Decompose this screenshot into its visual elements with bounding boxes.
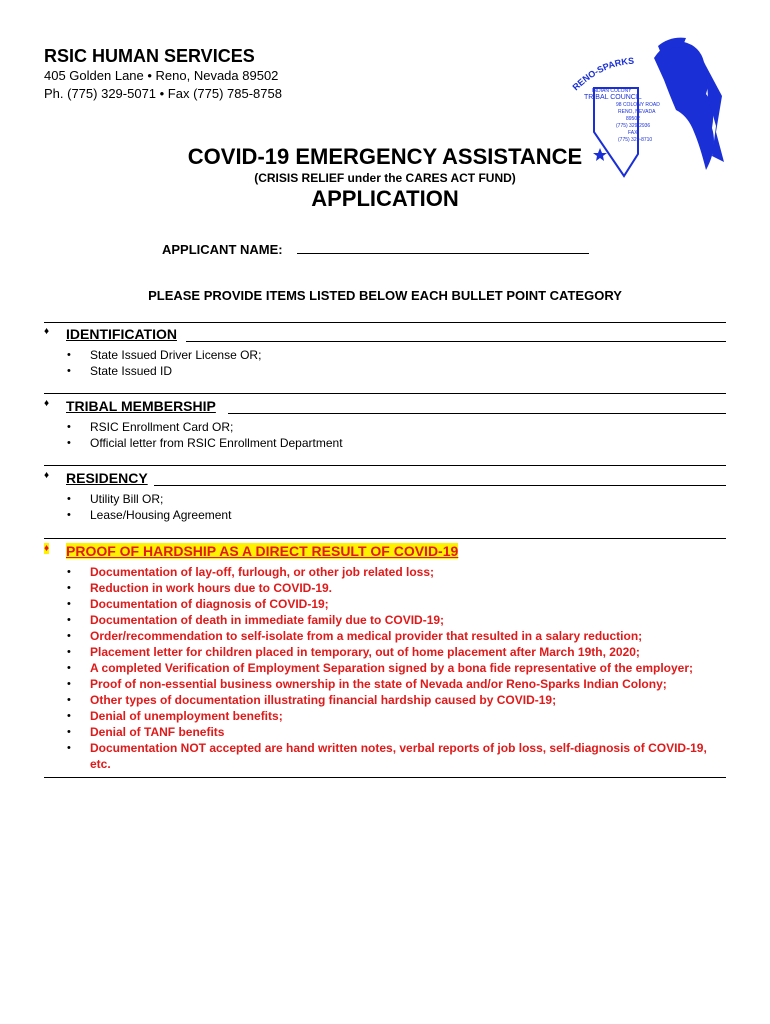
- list-item: • RSIC Enrollment Card OR;: [44, 419, 726, 435]
- section-identification: [44, 326, 726, 379]
- diamond-bullet-icon: ♦: [44, 398, 50, 409]
- section-heading: PROOF OF HARDSHIP AS A DIRECT RESULT OF COVID-19: [66, 543, 459, 559]
- diamond-bullet-icon: ♦: [44, 326, 50, 337]
- list-item: • Denial of unemployment benefits;: [44, 708, 726, 724]
- list-item: • State Issued Driver License OR;: [44, 347, 726, 363]
- section-tribal-membership: [44, 398, 726, 451]
- application-heading: APPLICATION: [311, 186, 459, 211]
- logo-line: (775) 329-2936: [616, 123, 651, 129]
- list-item: • Other types of documentation illustrating financial hardship caused by COVID-19;: [44, 692, 726, 708]
- logo-subtitle: INDIAN COLONY: [592, 88, 632, 94]
- heading-rule: [154, 485, 726, 486]
- instruction-text: PLEASE PROVIDE ITEMS LISTED BELOW EACH BULLET POINT CATEGORY: [148, 288, 622, 303]
- logo-line: FAX: [628, 130, 638, 136]
- section-heading: TRIBAL MEMBERSHIP: [66, 398, 216, 414]
- list-item: • Denial of TANF benefits: [44, 724, 726, 740]
- document-subtitle: (CRISIS RELIEF under the CARES ACT FUND): [254, 171, 516, 185]
- divider: [44, 393, 726, 394]
- list-item: • Reduction in work hours due to COVID-19.: [44, 580, 726, 596]
- list-item: • Order/recommendation to self-isolate from a medical provider that resulted in a salary reduction;: [44, 628, 726, 644]
- list-item: • State Issued ID: [44, 363, 726, 379]
- diamond-bullet-icon: ♦: [44, 543, 50, 554]
- section-residency: [44, 470, 726, 523]
- heading-rule: [228, 413, 726, 414]
- divider: [44, 322, 726, 323]
- list-item: • Documentation of lay-off, furlough, or other job related loss;: [44, 564, 726, 580]
- logo-line: 98 COLONY ROAD: [616, 102, 660, 108]
- applicant-name-field[interactable]: [297, 240, 589, 254]
- logo-arc-text: RENO-SPARKS: [570, 55, 635, 93]
- divider: [44, 465, 726, 466]
- applicant-name-label: APPLICANT NAME:: [162, 242, 283, 257]
- org-address: 405 Golden Lane • Reno, Nevada 89502: [44, 68, 279, 83]
- section-heading: RESIDENCY: [66, 470, 148, 486]
- list-item: • Documentation of death in immediate family due to COVID-19;: [44, 612, 726, 628]
- list-item: • Placement letter for children placed in temporary, out of home placement after March 19th, 2020;: [44, 644, 726, 660]
- applicant-name-row: [162, 240, 589, 257]
- list-item: • Official letter from RSIC Enrollment Department: [44, 435, 726, 451]
- logo-line: 89502: [626, 116, 640, 122]
- org-phone: Ph. (775) 329-5071 • Fax (775) 785-8758: [44, 86, 282, 101]
- section-heading: IDENTIFICATION: [66, 326, 177, 342]
- heading-rule: [186, 341, 726, 342]
- logo-line: (775) 329-8710: [618, 137, 653, 143]
- logo-council: TRIBAL COUNCIL: [584, 94, 642, 101]
- divider: [44, 538, 726, 539]
- diamond-bullet-icon: ♦: [44, 470, 50, 481]
- org-name: RSIC HUMAN SERVICES: [44, 46, 255, 66]
- list-item: • Lease/Housing Agreement: [44, 507, 726, 523]
- list-item: • Utility Bill OR;: [44, 491, 726, 507]
- list-item: • Proof of non-essential business ownership in the state of Nevada and/or Reno-Sparks Indian Colony;: [44, 676, 726, 692]
- divider: [44, 777, 726, 778]
- svg-text:RENO-SPARKS: [571, 56, 635, 93]
- section-proof-of-hardship: [44, 543, 726, 772]
- document-title: COVID-19 EMERGENCY ASSISTANCE: [187, 144, 583, 169]
- list-item: • Documentation of diagnosis of COVID-19;: [44, 596, 726, 612]
- list-item: • A completed Verification of Employment Separation signed by a bona fide representative of the employer;: [44, 660, 726, 676]
- logo-line: RENO, NEVADA: [618, 109, 656, 115]
- list-item: • Documentation NOT accepted are hand written notes, verbal reports of job loss, self-diagnosis of COVID-19, etc.: [44, 740, 726, 772]
